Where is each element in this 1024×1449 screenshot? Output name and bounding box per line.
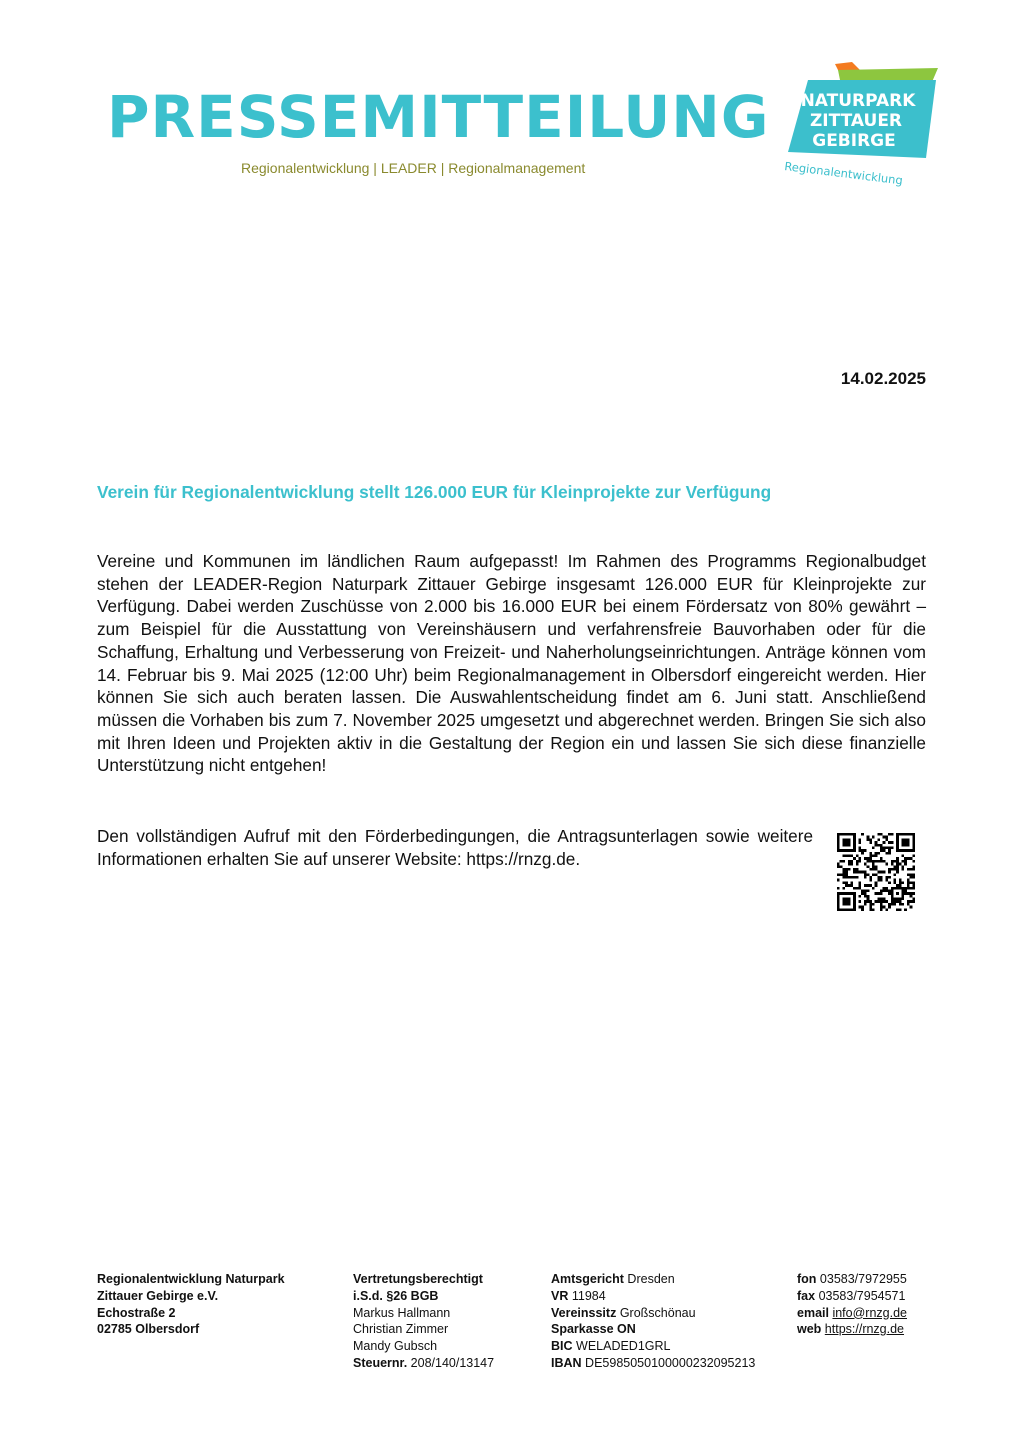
logo-tagline: Regionalentwicklung [783, 159, 904, 188]
footer-org-line4: 02785 Olbersdorf [97, 1322, 200, 1337]
footer-fax-value: 03583/7954571 [818, 1288, 906, 1303]
logo-line1: NATURPARK [800, 91, 916, 111]
footer-bank: Sparkasse ON [551, 1322, 636, 1337]
footer-tax-value: 208/140/13147 [410, 1355, 495, 1370]
footer-web-link[interactable]: https://rnzg.de [824, 1322, 905, 1337]
footer-rep-label1: Vertretungsberechtigt [353, 1272, 483, 1286]
body-paragraph: Vereine und Kommunen im ländlichen Raum aufgepasst! Im Rahmen des Programms Regionalbudget stehen der LEADER-Region Naturpark Zittauer Gebirge insgesamt 126.000 EUR für Kleinprojekte zur Verfügung. Dabei werden Zuschüsse von 2.000 bis 16.000 EUR bei einem Fördersatz von 80% gewährt – zum Beispiel für die Ausstattung von Vereinshäusern und verfahrensfreie Bauvorhaben oder für die Schaffung, Erhaltung und Verbesserung von Freizeit- und Naherholungseinrichtungen. Anträge können vom 14. Februar bis 9. Mai 2025 (12:00 Uhr) beim Regionalmanagement in Olbersdorf eingereicht werden. Hier können Sie sich auch beraten lassen. Die Auswahlentscheidung findet am 6. Juni statt. Anschließend müssen die Vorhaben bis zum 7. November 2025 umgesetzt und abgerechnet werden. Bringen Sie sich also mit Ihren Ideen und Projekten aktiv in die Gestaltung der Region ein und lassen Sie sich diese finanzielle Unterstützung nicht entgehen! [97, 551, 926, 776]
footer-fon-value: 03583/7972955 [819, 1272, 907, 1286]
closing-paragraph: Den vollständigen Aufruf mit den Förderbedingungen, die Antragsunterlagen sowie weitere Informationen erhalten Sie auf unserer Website: https://rnzg.de. [97, 826, 813, 869]
footer-contact [797, 1271, 907, 1338]
naturpark-logo [780, 60, 940, 200]
footer-org-line1: Regionalentwicklung Naturpark [97, 1272, 285, 1286]
footer-rep-person3: Mandy Gubsch [353, 1339, 438, 1354]
logo-line2: ZITTAUER [809, 111, 903, 131]
footer-tax-label: Steuernr. [353, 1355, 408, 1370]
footer-vr-value: 11984 [571, 1288, 606, 1303]
release-date: 14.02.2025 [840, 369, 926, 388]
footer-org-line3: Echostraße 2 [97, 1305, 176, 1320]
footer-org-line2: Zittauer Gebirge e.V. [97, 1288, 219, 1303]
qr-code-icon[interactable] [837, 833, 915, 911]
footer-bic-label: BIC [551, 1339, 573, 1354]
footer-vr-label: VR [551, 1288, 569, 1303]
logo-line3: GEBIRGE [812, 131, 896, 151]
footer-web-label: web [797, 1322, 822, 1337]
footer-rep-label2: i.S.d. §26 BGB [353, 1288, 439, 1303]
footer-representation [353, 1271, 494, 1372]
footer-seat-label: Vereinssitz [551, 1305, 617, 1320]
footer-bic-value: WELADED1GRL [576, 1339, 671, 1354]
footer-fax-label: fax [797, 1288, 816, 1303]
headline: Verein für Regionalentwicklung stellt 126.000 EUR für Kleinprojekte zur Verfügung [97, 482, 772, 502]
footer-rep-person1: Markus Hallmann [353, 1305, 451, 1320]
footer-court-label: Amtsgericht [551, 1272, 624, 1286]
footer-email-link[interactable]: info@rnzg.de [832, 1305, 907, 1320]
footer-registry [551, 1271, 755, 1372]
footer-rep-person2: Christian Zimmer [353, 1322, 449, 1337]
press-release-title: PRESSEMITTEILUNG [107, 83, 770, 151]
footer-iban-value: DE59850501000002320952​13 [585, 1355, 756, 1370]
press-release-subtitle: Regionalentwicklung | LEADER | Regionalmanagement [241, 160, 586, 176]
footer-court-value: Dresden [627, 1272, 675, 1286]
footer-seat-value: Großschönau [619, 1305, 696, 1320]
footer-iban-label: IBAN [551, 1355, 582, 1370]
footer-fon-label: fon [797, 1272, 817, 1286]
footer-email-label: email [797, 1305, 829, 1320]
footer-organization [97, 1271, 285, 1338]
